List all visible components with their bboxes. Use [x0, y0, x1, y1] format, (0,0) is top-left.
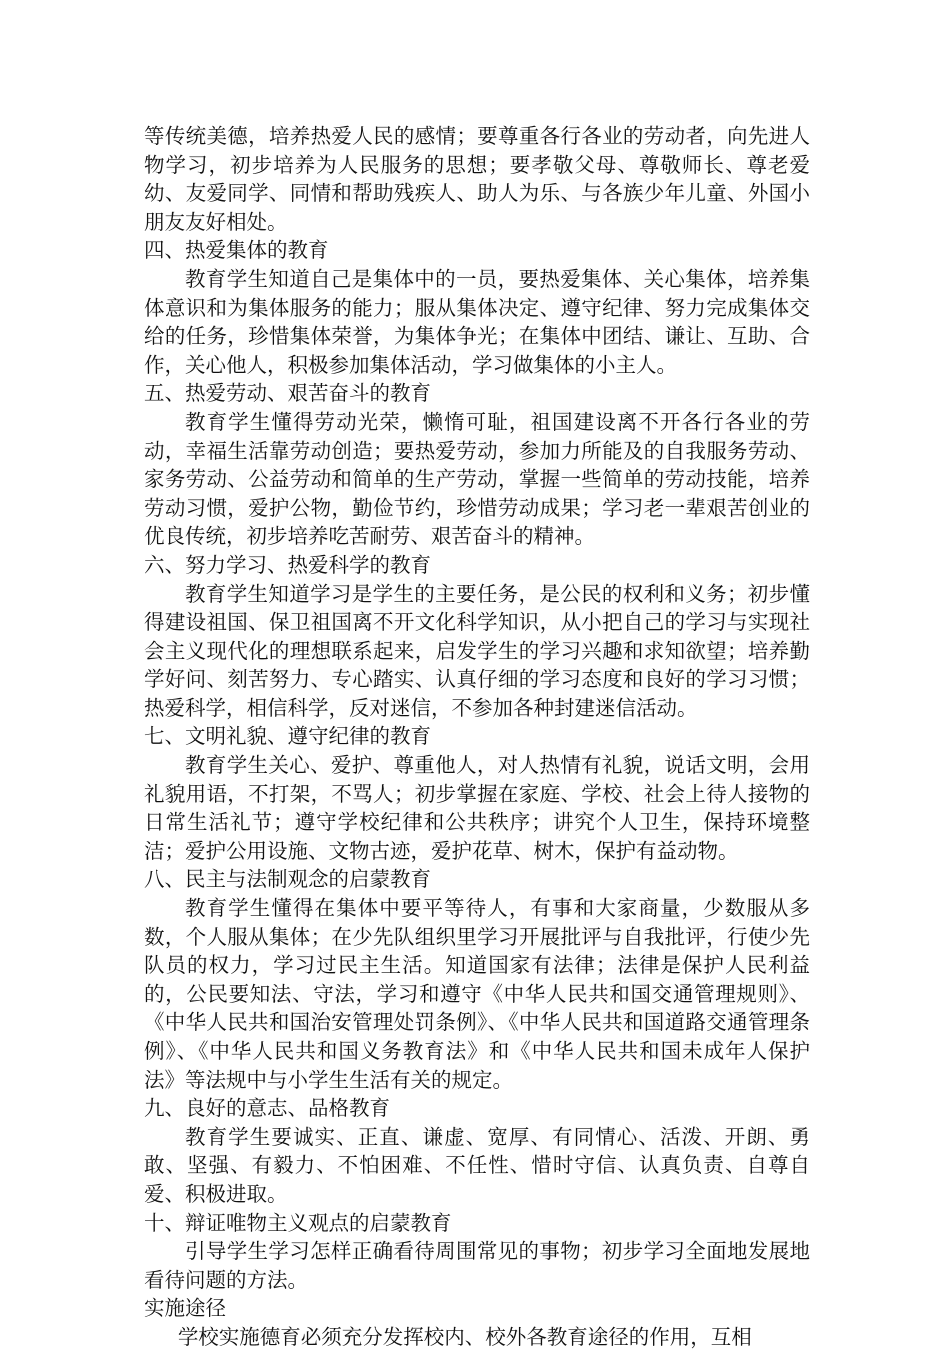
section-body-5: 教育学生懂得劳动光荣，懒惰可耻，祖国建设离不开各行各业的劳动，幸福生活靠劳动创造；要热爱劳动，参加力所能及的自我服务劳动、家务劳动、公益劳动和简单的生产劳动，掌握一些简单的劳动技能，培养劳动习惯，爱护公物，勤俭节约，珍惜劳动成果；学习老一辈艰苦创业的优良传统，初步培养吃苦耐劳、艰苦奋斗的精神。 — [144, 409, 810, 549]
document-page — [144, 122, 810, 1352]
section-body-10: 引导学生学习怎样正确看待周围常见的事物；初步学习全面地发展地看待问题的方法。 — [144, 1239, 810, 1292]
section-heading-7: 七、文明礼貌、遵守纪律的教育 — [144, 724, 431, 749]
section-heading-4: 四、热爱集体的教育 — [144, 238, 329, 263]
section-body-9: 教育学生要诚实、正直、谦虚、宽厚、有同情心、活泼、开朗、勇敢、坚强、有毅力、不怕困难、不任性、惜时守信、认真负责、自尊自爱、积极进取。 — [144, 1124, 810, 1206]
section-body-6: 教育学生知道学习是学生的主要任务，是公民的权利和义务；初步懂得建设祖国、保卫祖国离不开文化科学知识，从小把自己的学习与实现社会主义现代化的理想联系起来，启发学生的学习兴趣和求知欲望；培养勤学好问、刻苦努力、专心踏实、认真仔细的学习态度和良好的学习习惯；热爱科学，相信科学，反对迷信，不参加各种封建迷信活动。 — [144, 581, 810, 720]
section-heading-5: 五、热爱劳动、艰苦奋斗的教育 — [144, 381, 431, 406]
section-body-4: 教育学生知道自己是集体中的一员，要热爱集体、关心集体，培养集体意识和为集体服务的能力；服从集体决定、遵守纪律、努力完成集体交给的任务，珍惜集体荣誉，为集体争光；在集体中团结、谦让、互助、合作，关心他人，积极参加集体活动，学习做集体的小主人。 — [144, 266, 810, 377]
opening-paragraph: 等传统美德，培养热爱人民的感情；要尊重各行各业的劳动者，向先进人物学习，初步培养为人民服务的思想；要孝敬父母、尊敬师长、尊老爱幼、友爱同学、同情和帮助残疾人、助人为乐、与各族少年儿童、外国小朋友友好相处。 — [144, 124, 810, 234]
implementation-paragraph: 学校实施德育必须充分发挥校内、校外各教育途径的作用，互相 — [177, 1324, 752, 1349]
implementation-heading: 实施途径 — [144, 1296, 226, 1321]
section-body-7: 教育学生关心、爱护、尊重他人，对人热情有礼貌，说话文明，会用礼貌用语，不打架，不骂人；初步掌握在家庭、学校、社会上待人接物的日常生活礼节；遵守学校纪律和公共秩序；讲究个人卫生，保持环境整洁；爱护公用设施、文物古迹，爱护花草、树木，保护有益动物。 — [144, 753, 810, 863]
section-heading-10: 十、辩证唯物主义观点的启蒙教育 — [144, 1210, 452, 1235]
section-heading-6: 六、努力学习、热爱科学的教育 — [144, 552, 431, 577]
section-heading-8: 八、民主与法制观念的启蒙教育 — [144, 867, 431, 892]
section-heading-9: 九、良好的意志、品格教育 — [144, 1096, 390, 1121]
section-body-8: 教育学生懂得在集体中要平等待人，有事和大家商量，少数服从多数，个人服从集体；在少先队组织里学习开展批评与自我批评，行使少先队员的权力，学习过民主生活。知道国家有法律；法律是保护人民利益的，公民要知法、守法，学习和遵守《中华人民共和国交通管理规则》、《中华人民共和国治安管理处罚条例》、《中华人民共和国道路交通管理条例》、《中华人民共和国义务教育法》和《中华人民共和国未成年人保护法》等法规中与小学生生活有关的规定。 — [144, 896, 810, 1092]
